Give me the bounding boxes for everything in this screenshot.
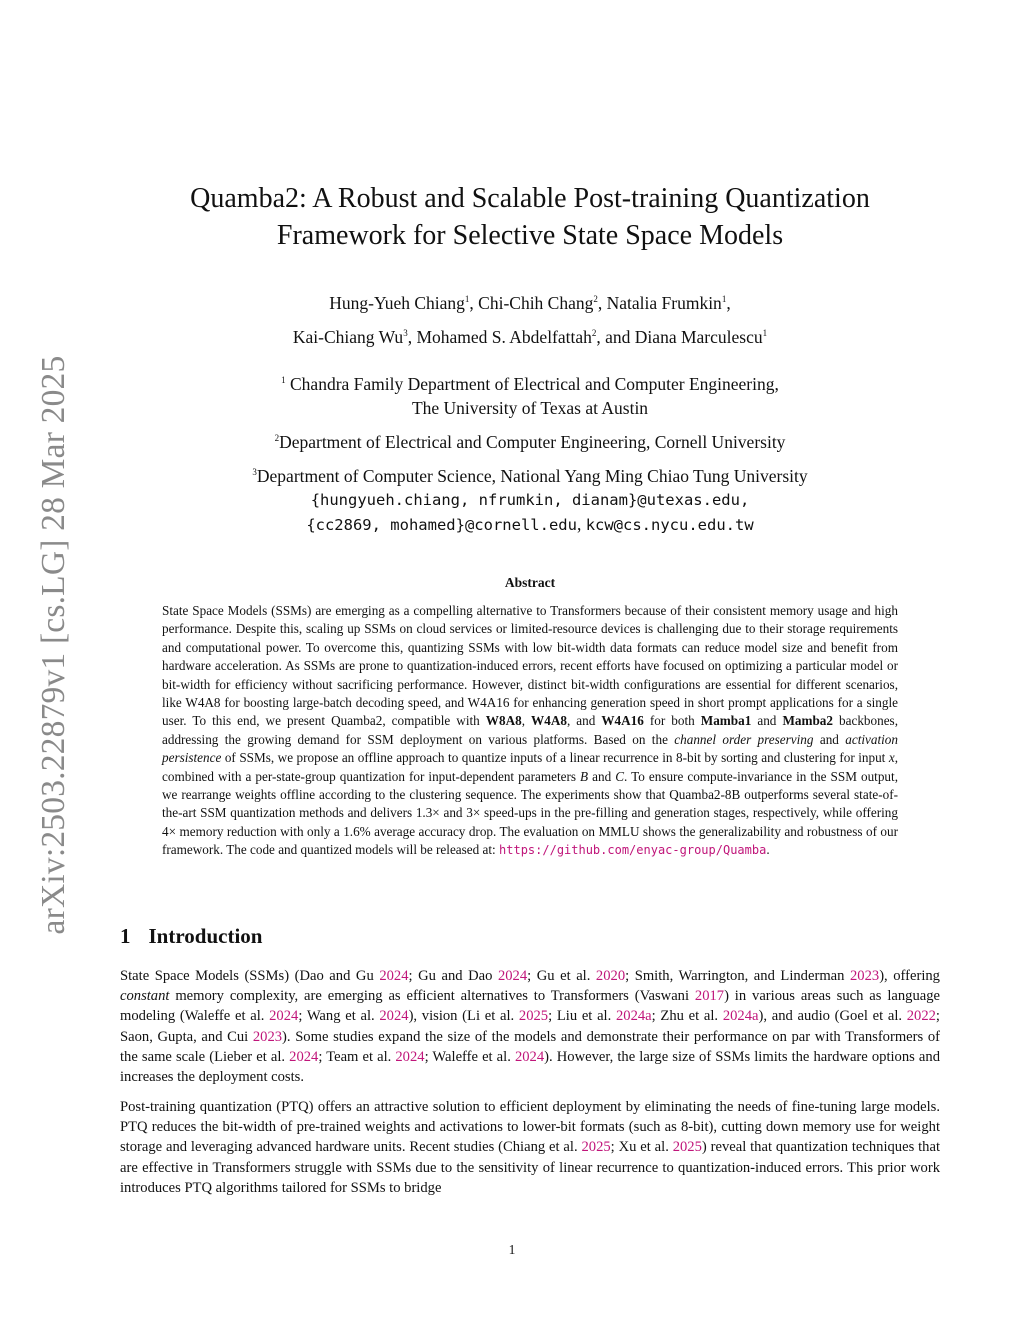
author-name: Mohamed S. Abdelfattah	[416, 327, 592, 347]
author-affiliation-mark: 2	[593, 294, 598, 305]
citation-link[interactable]: 2017	[694, 988, 725, 1005]
affiliation-3	[120, 464, 940, 488]
bold-term: Mamba2	[782, 713, 833, 729]
italic-term: channel order preserving	[674, 731, 814, 747]
author-affiliation-mark: 1	[721, 294, 727, 305]
affiliation-3-mark: 3	[252, 467, 257, 478]
email-cornell: {cc2869, mohamed}@cornell.edu	[306, 516, 577, 534]
citation-link[interactable]: 2024	[379, 968, 409, 984]
author-name: Kai-Chiang Wu	[292, 327, 404, 347]
paper-title	[120, 180, 940, 254]
citation-link[interactable]: 2024	[395, 1048, 425, 1065]
affiliation-3-text: Department of Computer Science, National Yang Ming Chiao Tung University	[256, 466, 808, 486]
citation-link[interactable]: 2024	[497, 968, 528, 984]
affiliations	[120, 372, 940, 537]
author-affiliation-mark: 2	[591, 328, 597, 339]
citation-link[interactable]: 2025	[672, 1139, 702, 1156]
author-name: Hung-Yueh Chiang	[329, 293, 465, 313]
citation-link[interactable]: 2025	[581, 1139, 611, 1156]
abstract-body: State Space Models (SSMs) are emerging as a compelling alternative to Transformers because of their consistent memory usage and high performance. Despite this, scaling up SSMs on cloud services or limited-resource devices is challenging due to their storage requirements and computational power. To overcome this, quantizing SSMs with low bit-width data formats can reduce model size and benefit from hardware acceleration. As SSMs are prone to quantization-induced errors, recent efforts have focused on optimizing a particular model or bit-width for efficiency without sacrificing performance. However, distinct bit-width configurations are essential for different scenarios, like W4A8 for boosting large-batch decoding speed, and W4A16 for enhancing generation speed in short prompt applications for a single user. To this end, we present Quamba2, compatible with W8A8, W4A8, and W4A16 for both Mamba1 and Mamba2 backbones, addressing the growing demand for SSM deployment on various platforms. Based on the channel order preserving and activation persistence of SSMs, we propose an offline approach to quantize inputs of a linear recurrence in 8-bit by sorting and clustering for input x, combined with a per-state-group quantization for input-dependent parameters B and C. To ensure compute-invariance in the SSM output, we rearrange weights offline according to the clustering sequence. The experiments show that Quamba2-8B outperforms several state-of-the-art SSM quantization methods and delivers 1.3× and 3× speed-ups in the pre-filling and generation stages, respectively, while offering 4× memory reduction with only a 1.6% average accuracy drop. The evaluation on MMLU shows the generalizability and robustness of our framework. The code and quantized models will be released at: https://github.com/enyac-group/Quamba.	[162, 603, 898, 858]
title-line-1: Quamba2: A Robust and Scalable Post-training Quantization	[190, 183, 870, 214]
affiliation-2-text: Department of Electrical and Computer Engineering, Cornell University	[279, 432, 786, 452]
italic-term: x	[888, 750, 895, 766]
author-name: Chi-Chih Chang	[478, 293, 594, 313]
bold-term: W4A8	[531, 713, 567, 729]
citation-link[interactable]: 2023	[850, 968, 880, 984]
section-number: 1	[120, 924, 131, 948]
affiliation-2-mark: 2	[274, 433, 280, 444]
affiliation-1	[120, 372, 940, 396]
citation-link[interactable]: 2022	[906, 1008, 936, 1025]
email-line-2	[120, 512, 940, 537]
author-line-2: Kai-Chiang Wu$^3$, Mohamed S. Abdelfattah$^2$, and Diana Marculescu$^1$	[292, 327, 768, 347]
bold-term: W4A16	[601, 713, 644, 729]
abstract-heading: Abstract	[504, 575, 556, 590]
author-line-1: Hung-Yueh Chiang$^1$, Chi-Chih Chang$^2$, Natalia Frumkin$^1$,	[329, 293, 731, 313]
citation-link[interactable]: 2023	[252, 1028, 283, 1045]
affiliation-1-line-2: The University of Texas at Austin	[411, 398, 649, 418]
section-heading	[120, 924, 262, 949]
italic-term: constant	[120, 988, 170, 1005]
intro-paragraph-1: State Space Models (SSMs) (Dao and Gu 2024; Gu and Dao 2024; Gu et al. 2020; Smith, Warrington, and Linderman 2023), offering constant memory complexity, are emerging as efficient alternatives to Transformers (Vaswani 2017) in various areas such as language modeling (Waleffe et al. 2024; Wang et al. 2024), vision (Li et al. 2025; Liu et al. 2024a; Zhu et al. 2024a), and audio (Goel et al. 2022; Saon, Gupta, and Cui 2023). Some studies expand the size of the models and demonstrate their performance on par with Transformers of the same scale (Lieber et al. 2024; Team et al. 2024; Waleffe et al. 2024). However, the large size of SSMs limits the hardware options and increases the deployment costs.	[120, 968, 940, 1086]
citation-link[interactable]: 2024	[289, 1048, 319, 1065]
arxiv-identifier: arXiv:2503.22879v1 [cs.LG] 28 Mar 2025	[35, 355, 72, 935]
citation-link[interactable]: 2024	[514, 1048, 545, 1065]
bold-term: Mamba1	[700, 713, 752, 729]
author-affiliation-mark: 1	[464, 294, 470, 305]
italic-term: activation persistence	[162, 731, 898, 766]
author-affiliation-mark: 3	[403, 328, 408, 339]
email-nycu: kcw@cs.nycu.edu.tw	[585, 516, 754, 534]
email-line-1: {hungyueh.chiang, nfrumkin, dianam}@utexas.edu,	[310, 491, 750, 509]
italic-term: B	[580, 768, 589, 784]
intro-paragraph-2: Post-training quantization (PTQ) offers an attractive solution to efficient deployment by eliminating the needs of fine-tuning large models. PTQ reduces the bit-width of pre-trained weights and activations to lower-bit formats (such as 8-bit), cutting down memory use for weight storage and leveraging advanced hardware units. Recent studies (Chiang et al. 2025; Xu et al. 2025) reveal that quantization techniques that are effective in Transformers struggle with SSMs due to the sensitivity of linear recurrence to quantization-induced errors. This prior work introduces PTQ algorithms tailored for SSMs to bridge	[120, 1099, 941, 1196]
page-number: 1	[508, 1242, 516, 1257]
affiliation-1-mark: 1	[281, 375, 286, 386]
bold-term: W8A8	[485, 713, 522, 729]
author-name: Natalia Frumkin	[606, 293, 722, 313]
author-list	[120, 286, 940, 354]
citation-link[interactable]: 2020	[595, 968, 626, 984]
author-name: Diana Marculescu	[634, 327, 763, 347]
citation-link[interactable]: 2024	[269, 1008, 299, 1025]
citation-link[interactable]: 2024a	[615, 1008, 652, 1025]
author-affiliation-mark: 1	[762, 328, 768, 339]
section-title: Introduction	[148, 924, 263, 948]
citation-link[interactable]: 2024a	[722, 1008, 759, 1025]
affiliation-1-line-1: Chandra Family Department of Electrical and Computer Engineering,	[285, 374, 779, 394]
email-separator: ,	[576, 514, 586, 534]
title-line-2: Framework for Selective State Space Models	[276, 220, 784, 251]
affiliation-2	[120, 430, 940, 454]
italic-term: C	[615, 768, 625, 784]
citation-link[interactable]: 2024	[379, 1008, 409, 1025]
citation-link[interactable]: 2025	[518, 1008, 549, 1025]
code-repository-link[interactable]: https://github.com/enyac-group/Quamba	[499, 843, 767, 858]
